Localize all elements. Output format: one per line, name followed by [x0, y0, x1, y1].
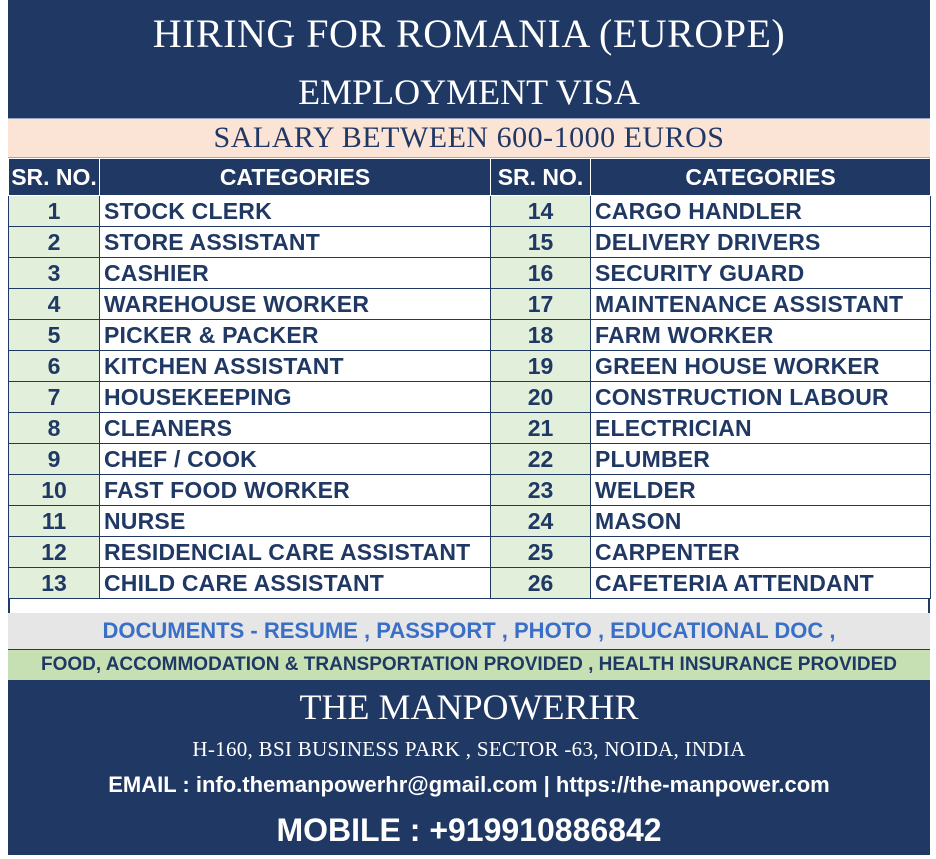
- header-sr-no-left: SR. NO.: [9, 159, 100, 196]
- category-cell: STOCK CLERK: [100, 196, 491, 227]
- table-row: [9, 382, 931, 413]
- company-name: THE MANPOWERHR: [8, 681, 930, 733]
- category-cell: CARPENTER: [591, 537, 931, 568]
- table-row: [9, 506, 931, 537]
- header-categories-left: CATEGORIES: [100, 159, 491, 196]
- category-cell: NURSE: [100, 506, 491, 537]
- sr-no-cell: 17: [491, 289, 591, 320]
- sr-no-cell: 12: [9, 537, 100, 568]
- sr-no-cell: 25: [491, 537, 591, 568]
- table-row: [9, 196, 931, 227]
- category-cell: FAST FOOD WORKER: [100, 475, 491, 506]
- table-row: [9, 320, 931, 351]
- table-row: [9, 444, 931, 475]
- sr-no-cell: 18: [491, 320, 591, 351]
- sr-no-cell: 21: [491, 413, 591, 444]
- category-cell: RESIDENCIAL CARE ASSISTANT: [100, 537, 491, 568]
- category-cell: WAREHOUSE WORKER: [100, 289, 491, 320]
- table-row: [9, 227, 931, 258]
- table-row: [9, 537, 931, 568]
- sr-no-cell: 13: [9, 568, 100, 599]
- salary-banner: SALARY BETWEEN 600-1000 EUROS: [8, 118, 930, 158]
- sr-no-cell: 15: [491, 227, 591, 258]
- sr-no-cell: 3: [9, 258, 100, 289]
- sr-no-cell: 6: [9, 351, 100, 382]
- sr-no-cell: 14: [491, 196, 591, 227]
- category-cell: PLUMBER: [591, 444, 931, 475]
- category-cell: ELECTRICIAN: [591, 413, 931, 444]
- page-subtitle: EMPLOYMENT VISA: [8, 66, 930, 118]
- sr-no-cell: 5: [9, 320, 100, 351]
- sr-no-cell: 23: [491, 475, 591, 506]
- sr-no-cell: 10: [9, 475, 100, 506]
- company-address: H-160, BSI BUSINESS PARK , SECTOR -63, NOIDA, INDIA: [8, 733, 930, 765]
- category-cell: MASON: [591, 506, 931, 537]
- sr-no-cell: 16: [491, 258, 591, 289]
- category-cell: CASHIER: [100, 258, 491, 289]
- category-cell: MAINTENANCE ASSISTANT: [591, 289, 931, 320]
- sr-no-cell: 1: [9, 196, 100, 227]
- sr-no-cell: 24: [491, 506, 591, 537]
- sr-no-cell: 2: [9, 227, 100, 258]
- table-row: [9, 289, 931, 320]
- category-cell: PICKER & PACKER: [100, 320, 491, 351]
- category-cell: GREEN HOUSE WORKER: [591, 351, 931, 382]
- category-cell: KITCHEN ASSISTANT: [100, 351, 491, 382]
- table-header-row: [9, 159, 931, 196]
- contact-email: EMAIL : info.themanpowerhr@gmail.com | https://the-manpower.com: [8, 765, 930, 805]
- table-row: [9, 351, 931, 382]
- sr-no-cell: 26: [491, 568, 591, 599]
- sr-no-cell: 7: [9, 382, 100, 413]
- documents-banner: DOCUMENTS - RESUME , PASSPORT , PHOTO , EDUCATIONAL DOC ,: [8, 613, 930, 649]
- page-title: HIRING FOR ROMANIA (EUROPE): [8, 0, 930, 66]
- table-row: [9, 413, 931, 444]
- sr-no-cell: 9: [9, 444, 100, 475]
- contact-mobile: MOBILE : +919910886842: [8, 805, 930, 855]
- category-cell: CLEANERS: [100, 413, 491, 444]
- categories-table: [8, 158, 931, 599]
- table-body: [9, 196, 931, 599]
- category-cell: HOUSEKEEPING: [100, 382, 491, 413]
- category-cell: DELIVERY DRIVERS: [591, 227, 931, 258]
- table-row: [9, 258, 931, 289]
- table-row: [9, 475, 931, 506]
- category-cell: SECURITY GUARD: [591, 258, 931, 289]
- category-cell: FARM WORKER: [591, 320, 931, 351]
- category-cell: STORE ASSISTANT: [100, 227, 491, 258]
- category-cell: CONSTRUCTION LABOUR: [591, 382, 931, 413]
- sr-no-cell: 20: [491, 382, 591, 413]
- category-cell: WELDER: [591, 475, 931, 506]
- header-categories-right: CATEGORIES: [591, 159, 931, 196]
- header-sr-no-right: SR. NO.: [491, 159, 591, 196]
- benefits-banner: FOOD, ACCOMMODATION & TRANSPORTATION PROVIDED , HEALTH INSURANCE PROVIDED: [8, 649, 930, 681]
- sr-no-cell: 22: [491, 444, 591, 475]
- sr-no-cell: 11: [9, 506, 100, 537]
- category-cell: CAFETERIA ATTENDANT: [591, 568, 931, 599]
- category-cell: CARGO HANDLER: [591, 196, 931, 227]
- category-cell: CHILD CARE ASSISTANT: [100, 568, 491, 599]
- sr-no-cell: 8: [9, 413, 100, 444]
- table-row: [9, 568, 931, 599]
- sr-no-cell: 4: [9, 289, 100, 320]
- category-cell: CHEF / COOK: [100, 444, 491, 475]
- sr-no-cell: 19: [491, 351, 591, 382]
